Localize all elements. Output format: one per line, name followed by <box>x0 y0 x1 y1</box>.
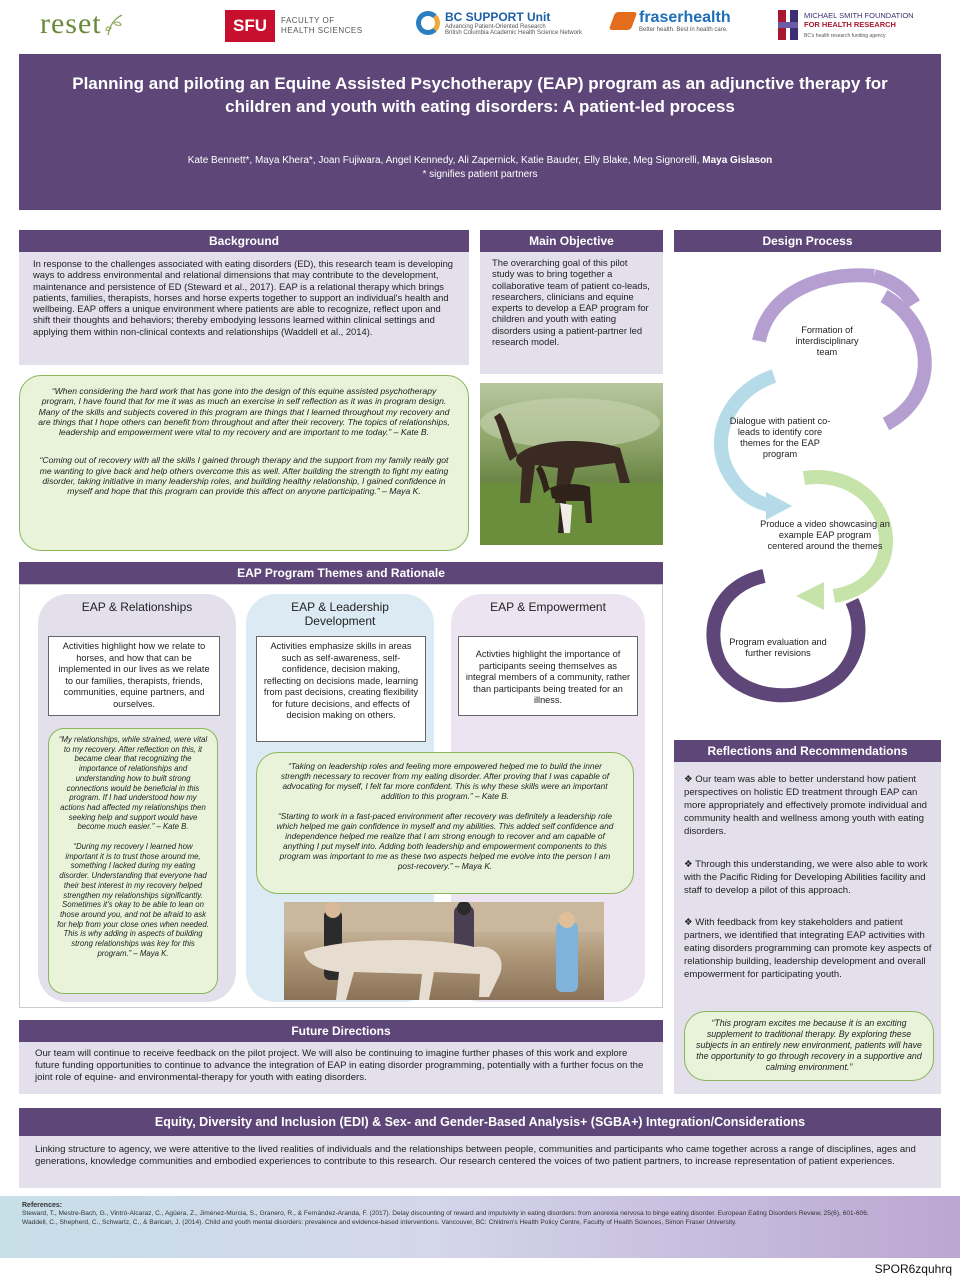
relationships-quotes-box <box>48 728 218 994</box>
reflections-heading: Reflections and Recommendations <box>674 740 941 762</box>
bc-support-sub2: British Columbia Academic Health Science Network <box>445 30 583 36</box>
diamond-bullet-icon: ❖ <box>684 774 693 785</box>
reflection-text-1: Our team was able to better understand how patient perspectives on holistic ED treatment through EAP can more appropriately and effectively promote individual and community health and wellness among youth with eating disorders. <box>684 774 928 837</box>
future-panel <box>19 1042 663 1094</box>
bc-support-title: BC SUPPORT Unit <box>445 10 551 24</box>
fraser-health-title: fraserhealth <box>639 9 731 26</box>
objective-heading: Main Objective <box>480 230 663 252</box>
msfhr-icon <box>778 10 800 40</box>
senior-author: Maya Gislason <box>702 155 773 166</box>
msfhr-line2: FOR HEALTH RESEARCH <box>804 20 896 29</box>
background-panel <box>19 252 469 365</box>
future-text: Our team will continue to receive feedback on the pilot project. We will also be continuing to imagine further phases of this work and explore future funding opportunities to continue to advance the integration of EAP in eating disorder programming, potentially with a further focus on the joint role of equine- and environmental-therapy for youth with eating disorders. <box>35 1048 644 1083</box>
bc-support-logo <box>416 10 582 36</box>
leadership-title: EAP & Leadership Development <box>291 600 389 628</box>
sfu-mark: SFU <box>225 10 275 42</box>
author-list <box>19 155 941 166</box>
design-step-4: Program evaluation and further revisions <box>729 637 827 658</box>
diamond-bullet-icon: ❖ <box>684 859 693 870</box>
empowerment-title: EAP & Empowerment <box>490 600 606 614</box>
design-step-2: Dialogue with patient co-leads to identify core themes for the EAP program <box>729 416 831 459</box>
authors: Kate Bennett*, Maya Khera*, Joan Fujiwara, Angel Kennedy, Ali Zapernick, Katie Bauder, Elly Blake, Meg Signorelli, <box>187 155 700 166</box>
group-with-horse-photo <box>284 902 604 1000</box>
design-heading: Design Process <box>674 230 941 252</box>
patient-partner-note: * signifies patient partners <box>422 169 538 180</box>
bc-support-icon <box>416 11 440 35</box>
reflections-quote: “This program excites me because it is an exciting supplement to traditional therapy. By exploring these subjects in an entirely new environment, patients will have the opportunity to go through recovery in a supportive and calming environment.” <box>696 1018 922 1072</box>
design-step-1: Formation of interdisciplinary team <box>795 325 859 357</box>
msfhr-line1: MICHAEL SMITH FOUNDATION <box>804 11 914 20</box>
reflection-text-2: Through this understanding, we were also able to work with the Pacific Riding for Developing Abilities facility and staff to develop a pilot of this approach. <box>684 859 928 896</box>
relationships-title: EAP & Relationships <box>81 600 193 614</box>
leadership-box: Activities emphasize skills in areas such as self-awareness, self-confidence, decision making, reflecting on decisions made, learning from past decisions, creating flexibility for future decisions, and effects of decision making on others. <box>256 636 426 742</box>
fraser-health-logo <box>612 9 731 33</box>
reference-1: Steward, T., Mestre-Bach, G., Vintró-Alcaraz, C., Agüera, Z., Jiménez-Murcia, S., Granero, R., & Fernández-Aranda, F. (2017). Delay discounting of reward and impulsivity in eating disorders: from anorexia nervosa to binge eating disorder. European Eating Disorders Review, 25(6), 601-606. <box>22 1210 869 1218</box>
diamond-bullet-icon: ❖ <box>684 917 693 928</box>
reference-2: Waddell, C., Shepherd, C., Schwartz, C., & Barican, J. (2014). Child and youth mental disorders: prevalence and evidence-based interventions. Vancouver, BC: Children's Health Policy Centre, Faculty of Health Sciences, Simon Fraser University. <box>22 1218 737 1226</box>
horse-illustration <box>480 383 663 545</box>
fraser-health-icon <box>609 12 638 30</box>
poster-title: Planning and piloting an Equine Assisted Psychotherapy (EAP) program as an adjunctive therapy for children and youth with eating disorders: A patient-led process <box>72 74 888 116</box>
edi-text: Linking structure to agency, we were attentive to the lived realities of individuals and the relationships between people, communities and participants who came together across a range of disciplines, ages and generations, knowledge communities and embodied experiences to contribute to this research. Our research centered the voices of two patient partners, to increase representation of patient experiences. <box>35 1144 916 1167</box>
leadership-empowerment-quotes-box <box>256 752 634 894</box>
relationships-box: Activities highlight how we relate to horses, and how that can be implemented in our lives as we relate to our families, therapists, friends, communities, equine partners, and ourselves. <box>48 636 220 716</box>
msfhr-tagline: BC's health research funding agency <box>804 33 886 39</box>
design-step-3: Produce a video showcasing an example EAP program centered around the themes <box>760 519 890 551</box>
edi-heading: Equity, Diversity and Inclusion (EDI) & Sex- and Gender-Based Analysis+ (SGBA+) Integration/Considerations <box>19 1108 941 1136</box>
reflection-bullet-2 <box>684 858 934 897</box>
leadership-quote-kate: “Taking on leadership roles and feeling more empowered helped me to build the inner strength necessary to recover from my eating disorder. After proving that I was capable of advocating for myself, I felt far more confident. This is why these skills were an important addition to this program.” – Kate B. <box>280 761 610 801</box>
references-heading: References: <box>22 1202 63 1209</box>
arena-illustration <box>284 902 604 1000</box>
empowerment-box: Activties highlight the importance of participants seeing themselves as integral members of a community, rather than participants being treated for an illness. <box>458 636 638 716</box>
leadership-quote-maya: “Starting to work in a fast-paced environment after recovery was definitely a leadership role which helped me gain confidence in myself and my abilities. This added self confidence and independence helped me realize that I am strong enough to recover and am capable of anything I put myself into. Adding both leadership and empowerment components to this program was important to me as these two aspects helped me evolve into the person I am post-recovery.” – Maya K. <box>276 811 614 871</box>
edi-panel <box>19 1136 941 1188</box>
bc-support-sub1: Advancing Patient-Oriented Research <box>445 24 546 30</box>
kate-quote-box <box>19 375 469 551</box>
reflection-bullet-3 <box>684 916 934 981</box>
maya-quote: “Coming out of recovery with all the skills I gained through therapy and the support from my family really got me wanting to give back and help others overcome this as well. After building the strength to fight my eating disorder, taking initiative in many leadership roles, and building healthy relationship, I gained confidence in myself and hope that this program can provide this affect on anyone participating.” – Maya K. <box>39 455 449 497</box>
fraser-health-tagline: Better health. Best in health care. <box>639 27 728 33</box>
kate-quote: “When considering the hard work that has gone into the design of this equine assisted psychotherapy program, I have found that for me it was as much an exercise in self reflection as it was in program design. Many of the skills and subjects covered in this program are things that I learned throughout my recovery and are things that I hope others can benefit from throughout and after their recovery. The topics of relationships, leadership and empowerment were vital to my recovery and are important to me today.” – Kate B. <box>38 386 450 438</box>
relationships-quote-kate: “My relationships, while strained, were vital to my recovery. After reflection on this, it became clear that recognizing the importance of relationships and understanding how to built strong connections would be beneficial in this program. If I had understood how my actions had affected my relationships then seeking help and support would have become much easier.” – Kate B. <box>58 735 208 832</box>
sfu-logo <box>225 10 371 42</box>
reflections-quote-box <box>684 1011 934 1081</box>
themes-heading: EAP Program Themes and Rationale <box>19 562 663 584</box>
title-banner <box>19 54 941 210</box>
horse-and-foal-photo <box>480 383 663 545</box>
objective-panel <box>480 252 663 374</box>
objective-text: The overarching goal of this pilot study was to bring together a collaborative team of patient co-leads, researchers, clinicians and equine experts to develop a EAP program for children and youth with eating disorders using a patient-partner led research model. <box>492 257 650 348</box>
reflection-bullet-1 <box>684 773 934 838</box>
references-band <box>0 1196 960 1258</box>
leaf-icon <box>104 11 126 37</box>
relationships-quote-maya: “During my recovery I learned how important it is to trust those around me, something I lacked during my eating disorder. Understanding that everyone had their best interest in my recovery helped strengthen my relationships significantly. Sometimes it's okay to be able to lean on those around you, and not be afraid to ask for help from your close ones when needed. This is why adding in aspects of building strong relationships was key for this program.” – Maya K. <box>57 842 209 958</box>
reflection-text-3: With feedback from key stakeholders and patient partners, we identified that integrating EAP activities with eating disorders programming can promote key aspects of relationship building, leadership development and overall empowerment for participating youth. <box>684 917 932 980</box>
reset-wordmark: reset <box>40 7 102 40</box>
background-heading: Background <box>19 230 469 252</box>
step1-arrow <box>884 296 925 424</box>
poster-code: SPOR6zquhrq <box>874 1262 952 1276</box>
future-heading: Future Directions <box>19 1020 663 1042</box>
sfu-faculty-text: FACULTY OF HEALTH SCIENCES <box>281 16 363 35</box>
reset-logo <box>40 6 126 42</box>
msfhr-logo <box>778 10 914 40</box>
background-text: In response to the challenges associated with eating disorders (ED), this research team is developing ways to address environmental and relational dimensions that may contribute to the development, maintenance and persistence of ED (Steward et al., 2017). EAP is a relational therapy which brings patients, families, therapists, horses and horse experts together to support an individual's health and wellbeing. EAP offers a unique environment where patients are able to recognize, reflect upon and shift their thoughts and behaviors; thereby embodying lessons learned within clinical settings and applying them within non-clinical contexts and relationships (Waddell et al., 2014). <box>33 258 454 337</box>
